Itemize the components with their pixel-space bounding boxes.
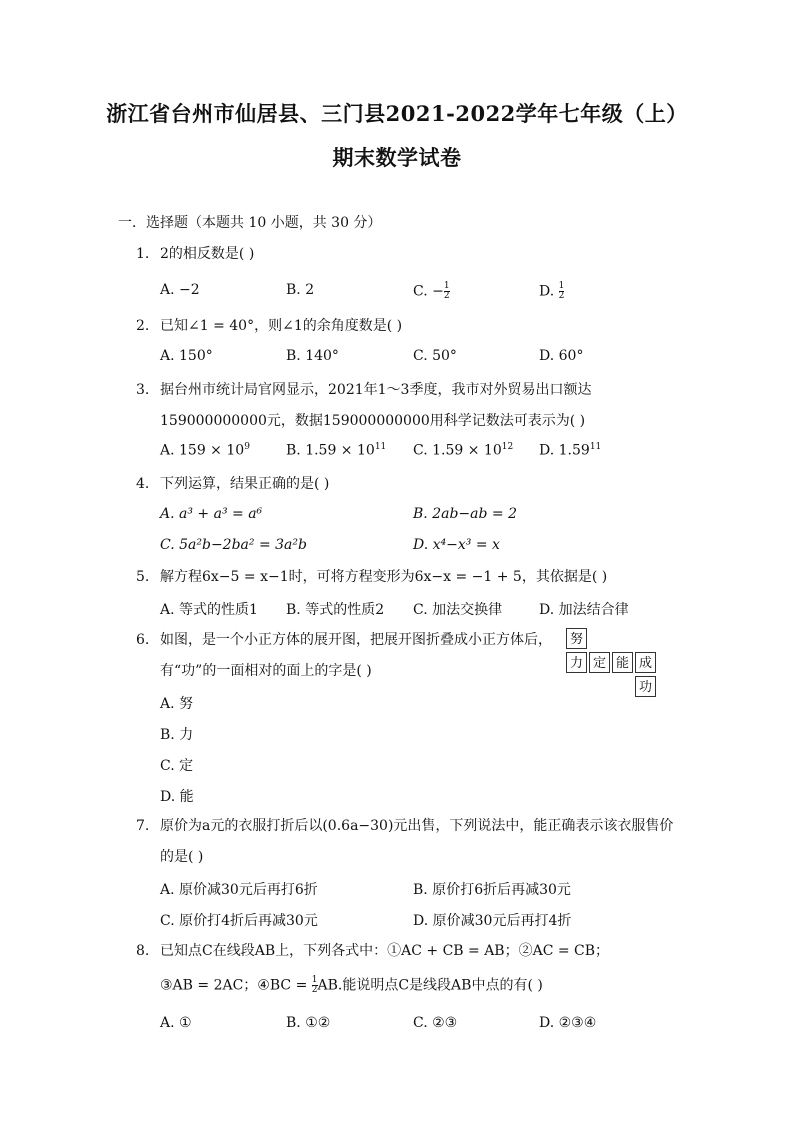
option-a: A. 努 [160,696,194,712]
option-a: A. a³ + a³ = a⁶ [160,506,263,522]
option-c: C. 定 [160,758,194,774]
question-stem-line-1: 如图，是一个小正方体的展开图，把展开图折叠成小正方体后， [160,632,552,648]
option-a: A. $159 \times 10^9$ [160,442,250,459]
option-a: A. 150° [160,348,213,364]
option-a: A. ① [160,1015,192,1031]
option-a: A. 等式的性质1 [160,602,258,618]
question-number: 5. [136,569,150,585]
option-b: B. 等式的性质2 [286,602,385,618]
title-line-2: 期末数学试卷 [332,145,462,170]
net-cell: 能 [612,652,633,673]
option-d: D. $\frac{1}{2}$ [539,281,565,301]
question-number: 1. [136,246,150,262]
title-line-1: 浙江省台州市仙居县、三门县2021-2022学年七年级（上） [106,101,688,126]
question-number: 4. [136,476,150,492]
net-cell: 力 [566,652,587,673]
option-c: C. 原价打4折后再减30元 [160,913,318,929]
option-a: A. −2 [160,282,200,298]
section-heading: 一．选择题（本题共 10 小题，共 30 分） [118,215,382,231]
option-b: B. 2 [286,282,315,298]
option-d: D. 原价减30元后再打4折 [413,913,572,929]
question-stem-line-2: ③AB = 2AC；④BC = $\frac{1}{2}$ AB.能说明点C是线段AB中点的有( ) [160,975,543,995]
option-b: B. ①② [286,1015,331,1031]
option-c: C. ②③ [413,1015,458,1031]
question-number: 6. [136,632,150,648]
option-c: C. 5a²b−2ba² = 3a²b [160,537,307,553]
option-c: C. $1.59 \times 10^{12}$ [413,442,514,459]
question-stem: 下列运算，结果正确的是( ) [160,476,330,492]
question-number: 3. [136,382,150,398]
option-c: C. 加法交换律 [413,602,503,618]
question-number: 2. [136,318,150,334]
option-c: C. 50° [413,348,457,364]
question-stem-line-1: 原价为a元的衣服打折后以(0.6a−30)元出售，下列说法中，能正确表示该衣服售价 [160,818,674,834]
question-stem: 解方程6x−5 = x−1时，可将方程变形为6x−x = −1 + 5，其依据是( ) [160,569,608,585]
cube-net-figure [566,628,658,700]
option-d: D. 60° [539,348,584,364]
option-a: A. 原价减30元后再打6折 [160,882,318,898]
option-b: B. 140° [286,348,339,364]
option-d: D. 1.59$^{11}$ [539,442,602,459]
net-cell: 努 [566,628,587,649]
question-number: 7. [136,818,150,834]
option-b: B. 2ab−ab = 2 [413,506,517,522]
question-stem-line-2: 有“功”的一面相对的面上的字是( ) [160,663,372,679]
option-d: D. ②③④ [539,1015,597,1031]
option-b: B. $1.59 \times 10^{11}$ [286,442,387,459]
question-stem-line-1: 已知点C在线段AB上，下列各式中：①AC + CB = AB；②AC = CB； [160,943,610,959]
question-number: 8. [136,943,150,959]
fraction: $\frac{1}{2}$ [558,281,565,301]
net-cell: 功 [635,676,656,697]
option-b: B. 力 [160,727,194,743]
option-d: D. 能 [160,789,194,805]
question-stem-line-2: 的是( ) [160,849,204,865]
fraction: $\frac{1}{2}$ [443,281,450,301]
question-stem-line-2: 159000000000元，数据159000000000用科学记数法可表示为( ) [160,413,586,429]
fraction: $\frac{1}{2}$ [311,975,318,995]
option-d: D. 加法结合律 [539,602,629,618]
question-stem: 2的相反数是( ) [160,246,255,262]
question-stem: 已知∠1 = 40°，则∠1的余角度数是( ) [160,318,403,334]
net-cell: 定 [589,652,610,673]
question-stem-line-1: 据台州市统计局官网显示，2021年1～3季度，我市对外贸易出口额达 [160,382,592,398]
option-b: B. 原价打6折后再减30元 [413,882,571,898]
option-c: C. − $\frac{1}{2}$ [413,281,450,301]
net-cell: 成 [635,652,656,673]
option-d: D. x⁴−x³ = x [413,537,500,553]
